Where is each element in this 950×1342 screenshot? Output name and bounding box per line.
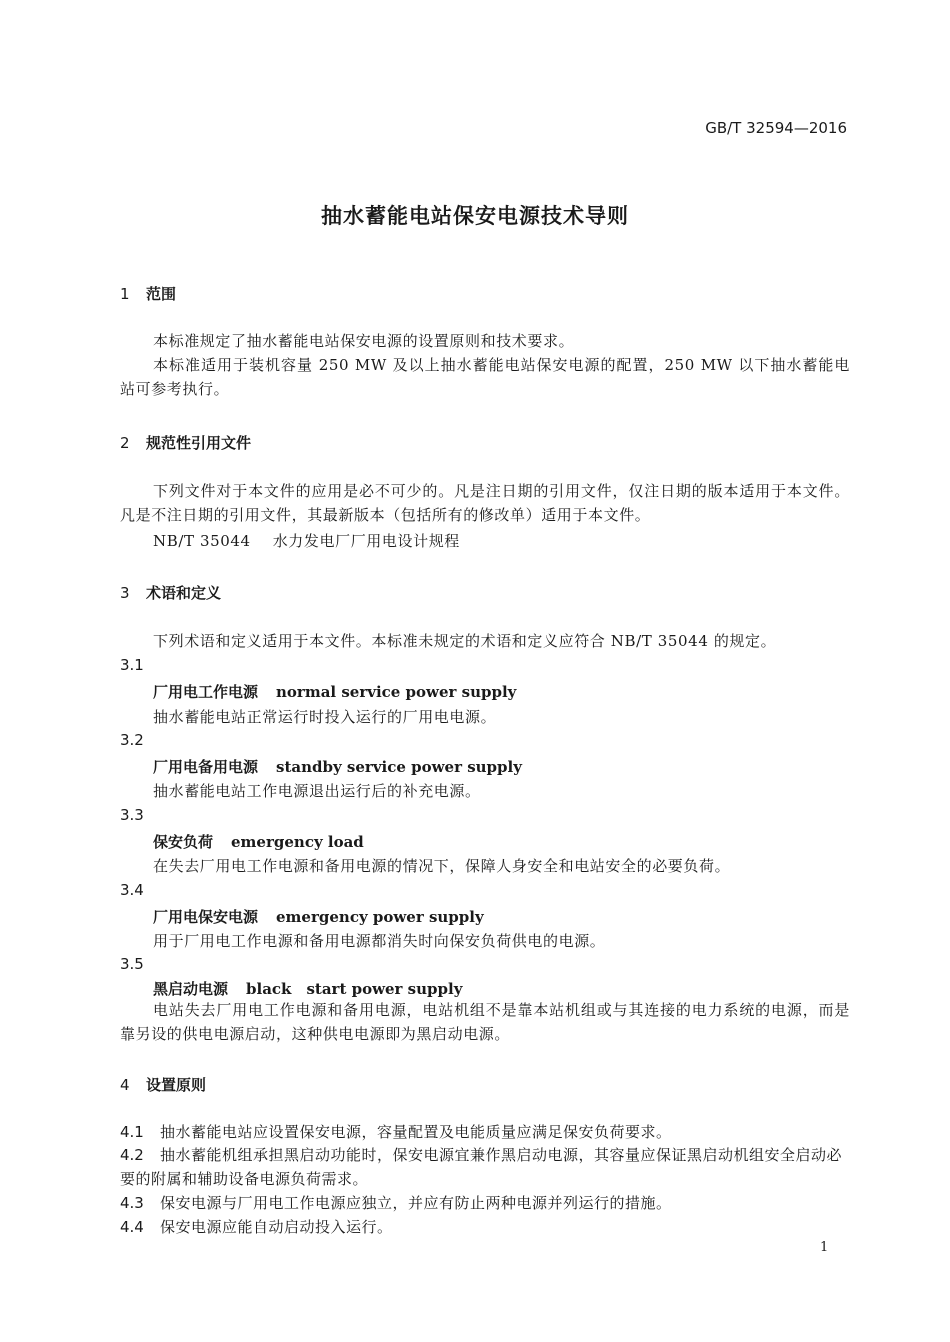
item-number: 4.3 [120, 1194, 144, 1212]
term-chinese: 保安负荷 [153, 833, 214, 851]
list-item [120, 1120, 850, 1144]
term-number: 3.1 [120, 656, 144, 674]
term-heading [153, 831, 364, 852]
section-3-intro: 下列术语和定义适用于本文件。本标准未规定的术语和定义应符合 NB/T 35044 的规定。 [153, 632, 777, 650]
item-text: 抽水蓄能电站应设置保安电源，容量配置及电能质量应满足保安负荷要求。 [160, 1123, 672, 1141]
section-1-heading [120, 283, 176, 304]
document-title: 抽水蓄能电站保安电源技术导则 [321, 204, 629, 228]
item-number: 4.1 [120, 1123, 144, 1141]
list-item [120, 1143, 850, 1191]
term-heading [153, 756, 522, 777]
term-definition: 在失去厂用电工作电源和备用电源的情况下，保障人身安全和电站安全的必要负荷。 [153, 857, 731, 875]
section-number: 1 [120, 285, 130, 303]
section-title: 术语和定义 [146, 584, 222, 602]
section-4-heading [120, 1074, 206, 1095]
term-number: 3.3 [120, 806, 144, 824]
item-text: 抽水蓄能机组承担黑启动功能时，保安电源宜兼作黑启动电源，其容量应保证黑启动机组安全启动必要的附属和辅助设备电源负荷需求。 [120, 1146, 843, 1188]
section-number: 3 [120, 584, 130, 602]
standard-number: GB/T 32594—2016 [705, 119, 847, 137]
term-definition: 抽水蓄能电站正常运行时投入运行的厂用电电源。 [153, 708, 497, 726]
term-heading [153, 906, 484, 927]
item-text: 保安电源与厂用电工作电源应独立，并应有防止两种电源并列运行的措施。 [160, 1194, 672, 1212]
term-definition: 电站失去厂用电工作电源和备用电源，电站机组不是靠本站机组或与其连接的电力系统的电源，而是靠另设的供电电源启动，这种供电电源即为黑启动电源。 [120, 1001, 850, 1043]
term-chinese: 黑启动电源 [153, 980, 229, 998]
page-number: 1 [820, 1240, 829, 1255]
section-title: 设置原则 [146, 1076, 207, 1094]
term-english: black start power supply [246, 980, 463, 998]
term-heading [153, 681, 516, 702]
term-english: emergency load [231, 833, 364, 851]
reference-code: NB/T 35044 [153, 532, 251, 550]
term-definition: 抽水蓄能电站工作电源退出运行后的补充电源。 [153, 782, 481, 800]
section-1-paragraph-2: 本标准适用于装机容量 250 MW 及以上抽水蓄能电站保安电源的配置，250 MW 以下抽水蓄能电站可参考执行。 [120, 356, 850, 398]
section-3-heading [120, 582, 221, 603]
term-chinese: 厂用电备用电源 [153, 758, 259, 776]
normative-reference [153, 530, 460, 551]
section-title: 范围 [146, 285, 177, 303]
term-english: emergency power supply [276, 908, 484, 926]
section-1-paragraph-1: 本标准规定了抽水蓄能电站保安电源的设置原则和技术要求。 [153, 332, 575, 350]
list-item [120, 1215, 850, 1239]
term-english: normal service power supply [276, 683, 517, 701]
reference-title: 水力发电厂厂用电设计规程 [272, 532, 460, 550]
item-number: 4.4 [120, 1218, 144, 1236]
term-chinese: 厂用电保安电源 [153, 908, 259, 926]
term-number: 3.2 [120, 731, 144, 749]
term-number: 3.5 [120, 955, 144, 973]
term-definition: 用于厂用电工作电源和备用电源都消失时向保安负荷供电的电源。 [153, 932, 606, 950]
item-text: 保安电源应能自动启动投入运行。 [160, 1218, 393, 1236]
term-chinese: 厂用电工作电源 [153, 683, 259, 701]
item-number: 4.2 [120, 1146, 144, 1164]
term-heading [153, 978, 462, 999]
section-2-heading [120, 432, 251, 453]
section-title: 规范性引用文件 [146, 434, 252, 452]
section-number: 2 [120, 434, 130, 452]
term-number: 3.4 [120, 881, 144, 899]
section-2-paragraph-1: 下列文件对于本文件的应用是必不可少的。凡是注日期的引用文件，仅注日期的版本适用于本文件。凡是不注日期的引用文件，其最新版本（包括所有的修改单）适用于本文件。 [120, 482, 850, 524]
term-english: standby service power supply [276, 758, 522, 776]
list-item [120, 1191, 850, 1215]
section-number: 4 [120, 1076, 130, 1094]
